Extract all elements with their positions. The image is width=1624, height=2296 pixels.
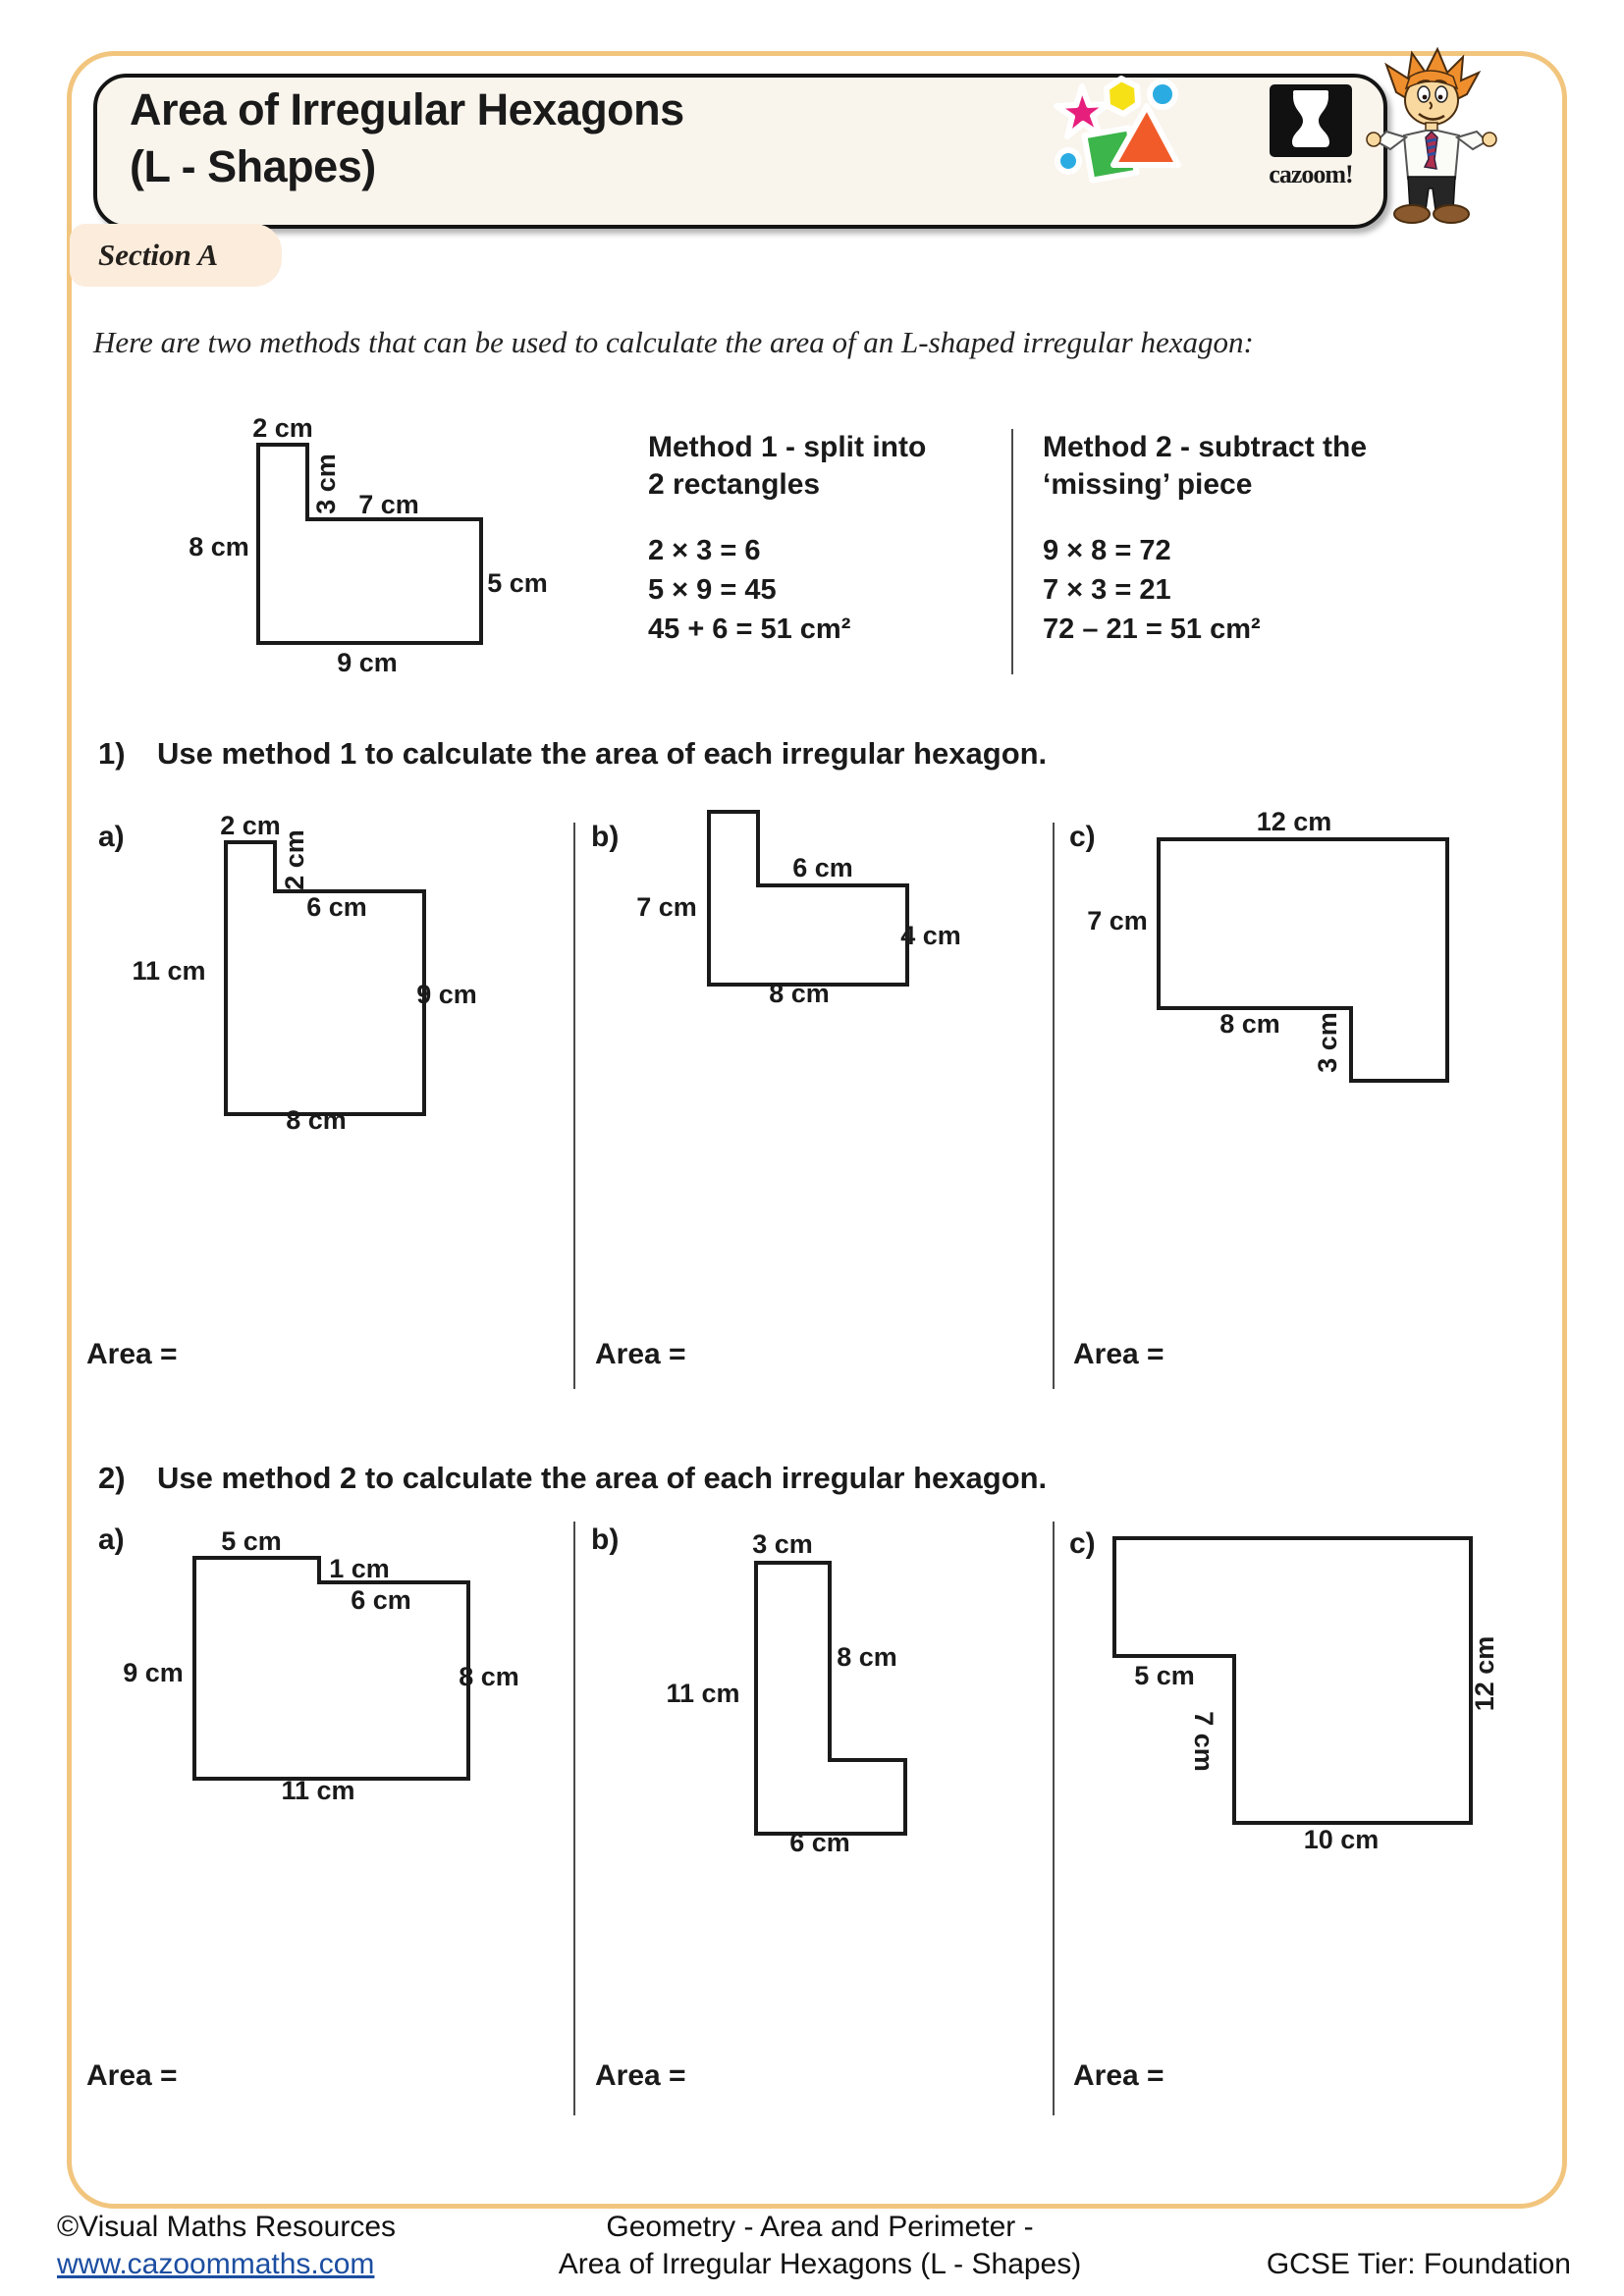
cazoom-logo-text: cazoom! (1269, 160, 1353, 188)
q1a-label: a) (98, 821, 125, 853)
footer-tier: GCSE Tier: Foundation (1266, 2248, 1571, 2280)
page-title-line1: Area of Irregular Hexagons (130, 84, 684, 134)
q1b-area-label: Area = (595, 1338, 686, 1370)
q2-divider-bc (1053, 1522, 1055, 2115)
mascot-character (1357, 47, 1506, 230)
q1b-label: b) (591, 821, 620, 853)
q2b-area-label: Area = (595, 2059, 686, 2092)
hexagon-icon (1107, 79, 1138, 114)
cazoom-logo-icon (1270, 84, 1352, 157)
footer-link[interactable]: www.cazoommaths.com (57, 2248, 375, 2280)
q1-divider-ab (573, 823, 575, 1389)
question-1-header (98, 736, 1178, 772)
figure-q1a (118, 805, 530, 1158)
example-dim-left: 8 cm (189, 532, 249, 561)
method2-title-line1: Method 2 - subtract the (1043, 431, 1368, 463)
q2a-dim-left: 9 cm (123, 1658, 184, 1687)
star-icon (1056, 86, 1109, 136)
method2-equation: 72 – 21 = 51 cm² (1043, 614, 1261, 645)
q1c-area-label: Area = (1073, 1338, 1164, 1370)
q2b-label: b) (591, 1523, 620, 1556)
intro-text: Here are two methods that can be used to calculate the area of an L-shaped irregular hexagon: (93, 325, 1254, 359)
q1b-dim-bottom: 8 cm (769, 979, 830, 1008)
q2a-shape-outline (194, 1558, 468, 1779)
circle-icon (1150, 81, 1175, 107)
q2a-dim-bottom: 11 cm (281, 1776, 355, 1805)
page-title-line2: (L - Shapes) (130, 141, 376, 191)
q2b-dim-inner-v: 8 cm (837, 1642, 897, 1672)
method1-equation: 2 × 3 = 6 (648, 535, 761, 566)
q1a-dim-inner-h: 6 cm (306, 892, 367, 922)
q1c-dim-top: 12 cm (1256, 807, 1332, 836)
figure-q2b (628, 1512, 1021, 1885)
q2a-area-label: Area = (86, 2059, 178, 2092)
section-a-label: Section A (98, 238, 219, 272)
figure-q2a (118, 1512, 550, 1836)
q1b-shape-outline (709, 812, 907, 985)
method1-title-line1: Method 1 - split into (648, 431, 927, 463)
example-dim-top: 2 cm (252, 413, 313, 443)
q2c-dim-inner-h: 5 cm (1134, 1661, 1195, 1690)
method1-equation: 45 + 6 = 51 cm² (648, 614, 851, 645)
q1c-dim-left: 7 cm (1087, 906, 1148, 935)
q2a-dim-top: 5 cm (221, 1526, 282, 1556)
q1a-dim-bottom: 8 cm (286, 1105, 347, 1135)
figure-q1b (589, 785, 1001, 1021)
q1c-shape-outline (1159, 839, 1447, 1081)
q2b-dim-bottom: 6 cm (789, 1828, 850, 1857)
question-2-header (98, 1461, 1178, 1496)
q2c-dim-bottom: 10 cm (1303, 1825, 1380, 1854)
q2b-shape-outline (756, 1563, 905, 1834)
q2a-dim-inner-h: 6 cm (351, 1585, 411, 1615)
example-dim-right: 5 cm (487, 568, 548, 598)
q1a-dim-right: 9 cm (416, 980, 477, 1009)
q1-divider-bc (1053, 823, 1055, 1389)
footer-center-line1: Geometry - Area and Perimeter - (606, 2211, 1034, 2243)
q1c-label: c) (1069, 821, 1096, 853)
q1b-dim-right: 4 cm (900, 921, 961, 950)
method1-equation: 5 × 9 = 45 (648, 574, 777, 606)
page-title (130, 81, 817, 195)
shapes-decoration-icon (1051, 75, 1208, 194)
question-2-text: Use method 2 to calculate the area of each irregular hexagon. (157, 1461, 1048, 1495)
example-shape-outline (258, 445, 481, 643)
method1-title-line2: 2 rectangles (648, 468, 821, 501)
figure-q1c (1080, 795, 1542, 1099)
q2a-dim-step: 1 cm (329, 1554, 390, 1583)
q1b-dim-left: 7 cm (636, 892, 697, 922)
example-dim-bottom: 9 cm (337, 648, 398, 677)
method2-block (1043, 429, 1396, 649)
example-dim-inner-h: 7 cm (358, 490, 419, 519)
q1c-dim-inner-v: 3 cm (1313, 1012, 1342, 1073)
example-dim-inner-v: 3 cm (311, 454, 341, 514)
method2-equation: 9 × 8 = 72 (1043, 535, 1171, 566)
q1b-dim-inner-h: 6 cm (792, 853, 853, 882)
q2b-dim-left: 11 cm (666, 1679, 740, 1708)
small-circle-icon (1057, 150, 1079, 172)
q2c-area-label: Area = (1073, 2059, 1164, 2092)
q2a-dim-right: 8 cm (459, 1662, 519, 1691)
q2c-dim-right: 12 cm (1470, 1635, 1499, 1712)
q1a-shape-outline (226, 842, 424, 1114)
figure-example (147, 398, 609, 692)
figure-q2c (1080, 1512, 1551, 1885)
question-2-number: 2) (98, 1461, 126, 1495)
q2a-label: a) (98, 1523, 125, 1556)
method1-block (648, 429, 1001, 649)
q2-divider-ab (573, 1522, 575, 2115)
footer-credit: ©Visual Maths Resources (57, 2211, 397, 2243)
method-divider (1011, 429, 1013, 674)
question-1-number: 1) (98, 736, 126, 771)
method2-equation: 7 × 3 = 21 (1043, 574, 1171, 606)
q2c-dim-inner-v: 7 cm (1189, 1711, 1218, 1772)
q1a-dim-inner-v: 2 cm (280, 829, 309, 890)
q2b-dim-top: 3 cm (752, 1529, 813, 1559)
method2-title-line2: ‘missing’ piece (1043, 468, 1253, 501)
q1c-dim-inner-h: 8 cm (1219, 1009, 1280, 1039)
footer-center-line2: Area of Irregular Hexagons (L - Shapes) (558, 2248, 1082, 2280)
q2c-label: c) (1069, 1527, 1096, 1560)
question-1-text: Use method 1 to calculate the area of each irregular hexagon. (157, 736, 1048, 771)
q1a-area-label: Area = (86, 1338, 178, 1370)
q1a-dim-top: 2 cm (220, 811, 281, 840)
q1a-dim-left: 11 cm (132, 956, 206, 986)
